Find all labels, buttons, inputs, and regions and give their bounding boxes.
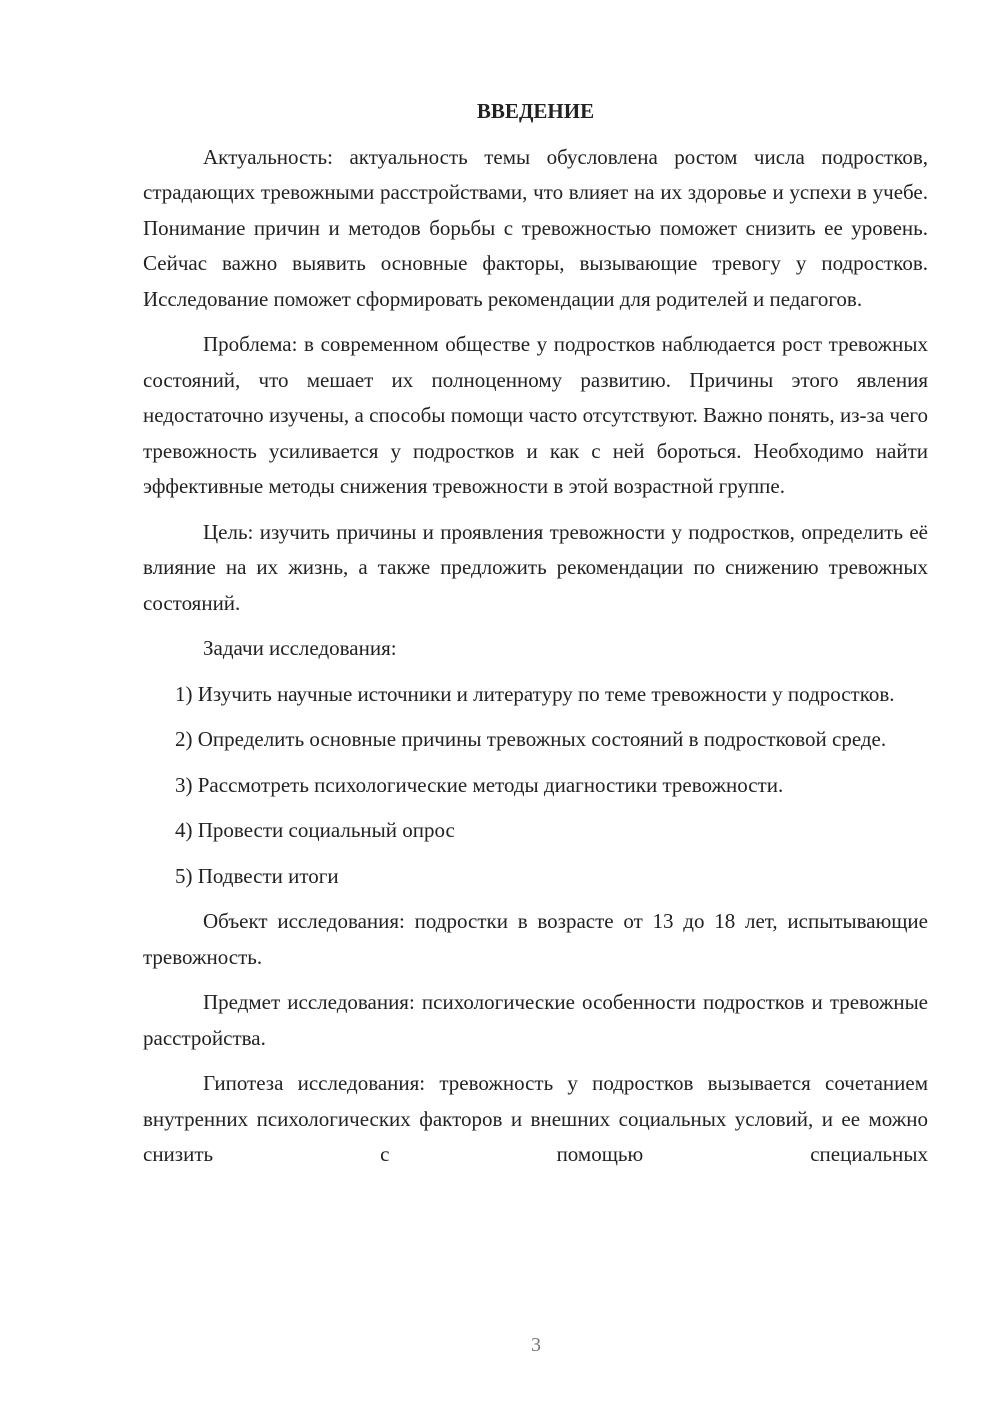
paragraph-subject: Предмет исследования: психологические особенности подростков и тревожные расстройства. (143, 990, 928, 1050)
task-item-4: 4) Провести социальный опрос (175, 818, 455, 842)
paragraph-object: Объект исследования: подростки в возрасте от 13 до 18 лет, испытывающие тревожность. (143, 909, 928, 969)
task-item-1: 1) Изучить научные источники и литературу по теме тревожности у подростков. (175, 681, 895, 706)
task-item-2: 2) Определить основные причины тревожных состояний в подростковой среде. (175, 727, 887, 751)
tasks-heading: Задачи исследования: (203, 636, 397, 660)
paragraph-hypothesis: Гипотеза исследования: тревожность у подростков вызывается сочетанием внутренних психологических факторов и внешних социальных условий, и ее можно снизить с помощью специальных (143, 1071, 928, 1166)
page-number: 3 (531, 1334, 541, 1356)
task-item-5: 5) Подвести итоги (175, 863, 339, 888)
page-content (143, 94, 928, 1183)
paragraph-relevance: Актуальность: актуальность темы обусловлена ростом числа подростков, страдающих тревожными расстройствами, что влияет на их здоровье и успехи в учебе. Понимание причин и методов борьбы с тревожностью поможет снизить ее уровень. Сейчас важно выявить основные факторы, вызывающие тревогу у подростков. Исследование поможет сформировать рекомендации для родителей и педагогов. (143, 144, 928, 311)
page-title: ВВЕДЕНИЕ (476, 99, 595, 123)
paragraph-problem: Проблема: в современном обществе у подростков наблюдается рост тревожных состояний, что мешает их полноценному развитию. Причины этого явления недостаточно изучены, а способы помощи часто отсутствуют. Важно понять, из-за чего тревожность усиливается у подростков и как с ней бороться. Необходимо найти эффективные методы снижения тревожности в этой возрастной группе. (143, 332, 928, 498)
paragraph-goal: Цель: изучить причины и проявления тревожности у подростков, определить её влияние на их жизнь, а также предложить рекомендации по снижению тревожных состояний. (143, 519, 928, 615)
task-item-3: 3) Рассмотреть психологические методы диагностики тревожности. (175, 772, 784, 797)
